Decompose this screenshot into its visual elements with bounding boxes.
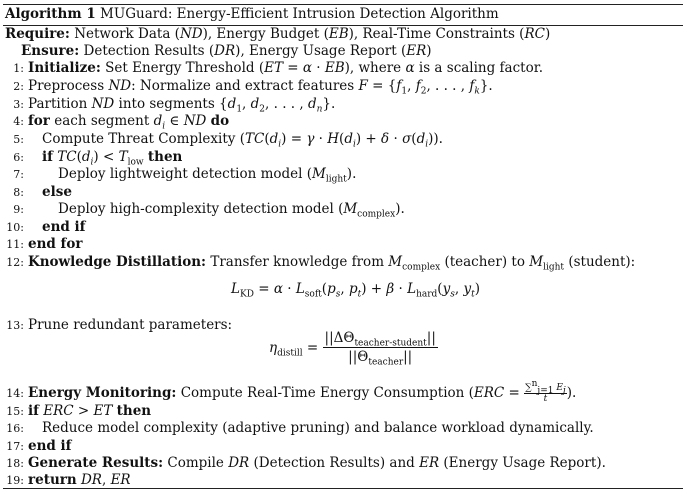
- line-number: 9:: [13, 203, 24, 216]
- keyword: do: [210, 113, 230, 129]
- line-number: 14:: [6, 387, 24, 400]
- line-number: 12:: [6, 256, 24, 269]
- line-6: 6: if $TC(d_i) < T_{low}$ then: [3, 148, 182, 166]
- line-number: 7:: [13, 168, 24, 181]
- line-number: 11:: [6, 238, 24, 251]
- algorithm-title: [5, 6, 499, 22]
- line-5: 5: Compute Threat Complexity $(TC(d_i) = \gamma \cdot H(d_i) + \delta \cdot \sigma(d_i))$.: [3, 130, 443, 148]
- kd-equation: $L_{KD} = \alpha \cdot L_{soft}(p_s$, $p_t) + \beta \cdot L_{hard}(y_s$, $y_t$): [231, 281, 480, 300]
- keyword: if: [28, 403, 39, 419]
- line-number: 6:: [13, 151, 24, 164]
- line-number: 2:: [13, 80, 24, 93]
- line-number: 18:: [6, 457, 24, 470]
- bottom-rule: [3, 488, 683, 489]
- ensure-text: Detection Results (DR), Energy Usage Report (ER): [83, 43, 432, 59]
- top-rule: [3, 4, 683, 5]
- line-number: 15:: [6, 405, 24, 418]
- line-text: Reduce model complexity (adaptive pruning) and balance workload dynamically.: [42, 420, 594, 436]
- line-number: 17:: [6, 440, 24, 453]
- line-3: 3: Partition ND into segments {$d_1$, $d_2$, . . . , $d_n$}.: [3, 95, 335, 113]
- line-1: 1: Initialize: Set Energy Threshold (ET = α · EB), where α is a scaling factor.: [3, 59, 543, 77]
- distill-equation: $\eta_{distill}$ = $\frac{||\Delta\Theta_{teacher-student}||}{||\Theta_{teacher}||}$: [269, 330, 436, 368]
- line-17: [3, 437, 71, 455]
- keyword: Initialize:: [28, 60, 101, 76]
- keyword: Energy Monitoring:: [28, 385, 177, 401]
- line-number: 3:: [13, 98, 24, 111]
- line-number: 13:: [6, 319, 24, 332]
- keyword: then: [147, 149, 183, 165]
- keyword: end if: [42, 219, 86, 235]
- require-line: [5, 26, 550, 42]
- line-8: [3, 183, 72, 201]
- line-19: 19: return DR, ER: [3, 471, 131, 489]
- line-number: 5:: [13, 133, 24, 146]
- keyword: end for: [28, 236, 83, 252]
- require-label: Require:: [5, 26, 70, 42]
- keyword: for: [28, 113, 50, 129]
- line-15: 15: if ERC > ET then: [3, 402, 151, 420]
- line-14: 14: Energy Monitoring: Compute Real-Time Energy Consumption (ERC = $\frac{\sum^n_{j=1} E_j}{t}$ ).: [3, 383, 576, 401]
- line-number: 8:: [13, 186, 24, 199]
- line-7: 7: Deploy lightweight detection model $(M_{light})$.: [3, 165, 356, 183]
- line-11: [3, 235, 82, 253]
- require-text: Network Data (ND), Energy Budget (EB), Real-Time Constraints (RC): [74, 26, 551, 42]
- line-13: 13: Prune redundant parameters:: [3, 316, 232, 334]
- keyword: Generate Results:: [28, 455, 164, 471]
- algorithm-name: MUGuard: Energy-Efficient Intrusion Detection Algorithm: [100, 6, 499, 22]
- line-12: 12: Knowledge Distillation: Transfer knowledge from $M_{complex}$ (teacher) to $M_{light}$ (student):: [3, 253, 635, 271]
- keyword: return: [28, 472, 77, 488]
- line-16: [3, 419, 594, 437]
- keyword: Knowledge Distillation:: [28, 254, 207, 270]
- line-number: 10:: [6, 221, 24, 234]
- keyword: then: [116, 403, 152, 419]
- keyword: if: [42, 149, 53, 165]
- line-4: 4: for each segment $d_i$ ∈ ND do: [3, 112, 229, 130]
- line-number: 4:: [13, 115, 24, 128]
- ensure-line: [5, 43, 432, 59]
- line-9: 9: Deploy high-complexity detection model $(M_{complex})$.: [3, 200, 405, 218]
- ensure-label: Ensure:: [21, 43, 80, 59]
- algorithm-box: [3, 0, 683, 491]
- keyword: else: [42, 184, 72, 200]
- line-2: 2: Preprocess ND: Normalize and extract features $F = \{f_1$, $f_2$, . . . , $f_k$}.: [3, 77, 493, 95]
- line-number: 16:: [6, 422, 24, 435]
- line-number: 1:: [13, 62, 24, 75]
- algorithm-label: Algorithm 1: [5, 6, 96, 22]
- keyword: end if: [28, 438, 72, 454]
- line-10: [3, 218, 85, 236]
- line-18: 18: Generate Results: Compile DR (Detection Results) and ER (Energy Usage Report).: [3, 454, 606, 472]
- line-number: 19:: [6, 474, 24, 487]
